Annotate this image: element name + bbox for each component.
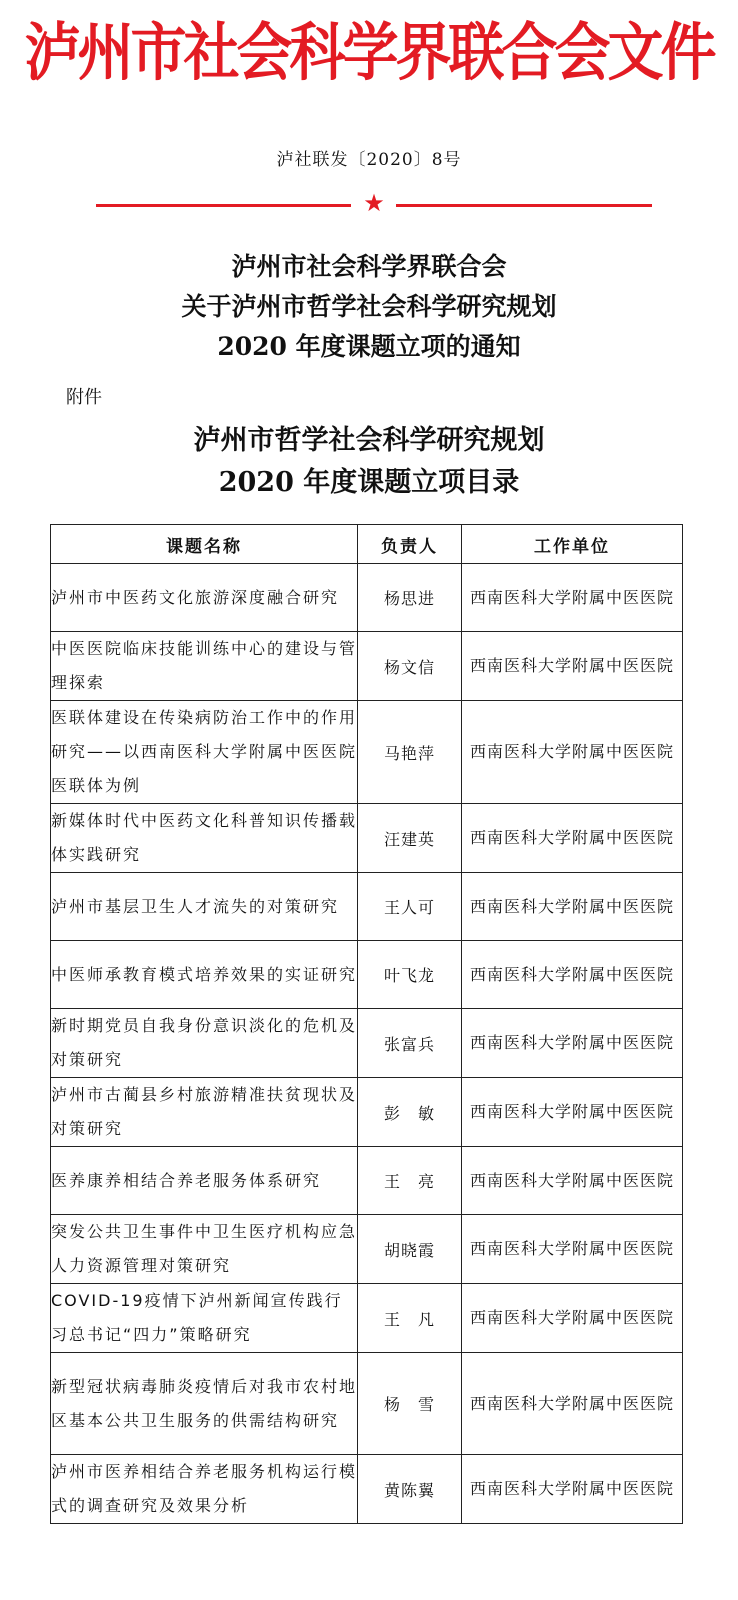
table-row bbox=[51, 701, 683, 804]
red-divider-left bbox=[96, 204, 351, 207]
document-number: 泸社联发〔2020〕8号 bbox=[276, 150, 462, 170]
cell-unit: 西南医科大学附属中医医院 bbox=[462, 1078, 683, 1147]
notice-title-line1: 泸州市社会科学界联合会 bbox=[231, 252, 507, 281]
cell-topic: 中医医院临床技能训练中心的建设与管理探索 bbox=[51, 632, 358, 701]
document-masthead: 泸州市社会科学界联合会文件 bbox=[24, 15, 714, 90]
attachment-label: 附件 bbox=[66, 387, 102, 408]
catalog-title-line2: 2020 年度课题立项目录 bbox=[218, 467, 520, 498]
cell-unit: 西南医科大学附属中医医院 bbox=[462, 873, 683, 941]
table-row bbox=[51, 1455, 683, 1524]
table-row bbox=[51, 1353, 683, 1455]
table-row bbox=[51, 564, 683, 632]
cell-leader: 杨思进 bbox=[358, 564, 462, 632]
table-header-row bbox=[51, 525, 683, 564]
notice-title-line2: 关于泸州市哲学社会科学研究规划 bbox=[181, 292, 557, 321]
cell-unit: 西南医科大学附属中医医院 bbox=[462, 941, 683, 1009]
cell-topic: 医联体建设在传染病防治工作中的作用研究——以西南医科大学附属中医医院医联体为例 bbox=[51, 701, 358, 804]
table-row bbox=[51, 1078, 683, 1147]
cell-unit: 西南医科大学附属中医医院 bbox=[462, 1353, 683, 1455]
cell-leader: 马艳萍 bbox=[358, 701, 462, 804]
cell-unit: 西南医科大学附属中医医院 bbox=[462, 701, 683, 804]
cell-unit: 西南医科大学附属中医医院 bbox=[462, 1215, 683, 1284]
table-row bbox=[51, 941, 683, 1009]
table-row bbox=[51, 1215, 683, 1284]
cell-leader: 黄陈翼 bbox=[358, 1455, 462, 1524]
cell-topic: 泸州市医养相结合养老服务机构运行模式的调查研究及效果分析 bbox=[51, 1455, 358, 1524]
cell-leader: 王人可 bbox=[358, 873, 462, 941]
catalog-title-line1: 泸州市哲学社会科学研究规划 bbox=[193, 425, 545, 456]
red-star-icon: ★ bbox=[363, 189, 385, 217]
cell-leader: 张富兵 bbox=[358, 1009, 462, 1078]
table-row bbox=[51, 632, 683, 701]
table-row bbox=[51, 1147, 683, 1215]
cell-leader: 王 亮 bbox=[358, 1147, 462, 1215]
cell-topic: 新时期党员自我身份意识淡化的危机及对策研究 bbox=[51, 1009, 358, 1078]
cell-leader: 胡晓霞 bbox=[358, 1215, 462, 1284]
cell-leader: 王 凡 bbox=[358, 1284, 462, 1353]
table-row bbox=[51, 1284, 683, 1353]
cell-unit: 西南医科大学附属中医医院 bbox=[462, 804, 683, 873]
cell-leader: 彭 敏 bbox=[358, 1078, 462, 1147]
header-leader: 负责人 bbox=[358, 525, 462, 564]
cell-unit: 西南医科大学附属中医医院 bbox=[462, 564, 683, 632]
cell-unit: 西南医科大学附属中医医院 bbox=[462, 1455, 683, 1524]
header-topic: 课题名称 bbox=[51, 525, 358, 564]
cell-unit: 西南医科大学附属中医医院 bbox=[462, 1284, 683, 1353]
cell-topic: 泸州市基层卫生人才流失的对策研究 bbox=[51, 873, 358, 941]
red-divider-right bbox=[396, 204, 652, 207]
project-catalog-table bbox=[50, 524, 683, 1524]
table-row bbox=[51, 1009, 683, 1078]
cell-topic: 新媒体时代中医药文化科普知识传播载体实践研究 bbox=[51, 804, 358, 873]
header-unit: 工作单位 bbox=[462, 525, 683, 564]
cell-topic: 突发公共卫生事件中卫生医疗机构应急人力资源管理对策研究 bbox=[51, 1215, 358, 1284]
notice-title-line3: 2020 年度课题立项的通知 bbox=[217, 332, 521, 361]
cell-unit: 西南医科大学附属中医医院 bbox=[462, 632, 683, 701]
cell-leader: 汪建英 bbox=[358, 804, 462, 873]
cell-topic: 泸州市中医药文化旅游深度融合研究 bbox=[51, 564, 358, 632]
cell-leader: 叶飞龙 bbox=[358, 941, 462, 1009]
cell-topic: 新型冠状病毒肺炎疫情后对我市农村地区基本公共卫生服务的供需结构研究 bbox=[51, 1353, 358, 1455]
cell-topic: 泸州市古蔺县乡村旅游精准扶贫现状及对策研究 bbox=[51, 1078, 358, 1147]
table-row bbox=[51, 873, 683, 941]
cell-unit: 西南医科大学附属中医医院 bbox=[462, 1009, 683, 1078]
table-row bbox=[51, 804, 683, 873]
cell-topic: COVID-19疫情下泸州新闻宣传践行习总书记“四力”策略研究 bbox=[51, 1284, 358, 1353]
cell-topic: 医养康养相结合养老服务体系研究 bbox=[51, 1147, 358, 1215]
cell-leader: 杨文信 bbox=[358, 632, 462, 701]
cell-topic: 中医师承教育模式培养效果的实证研究 bbox=[51, 941, 358, 1009]
cell-leader: 杨 雪 bbox=[358, 1353, 462, 1455]
cell-unit: 西南医科大学附属中医医院 bbox=[462, 1147, 683, 1215]
